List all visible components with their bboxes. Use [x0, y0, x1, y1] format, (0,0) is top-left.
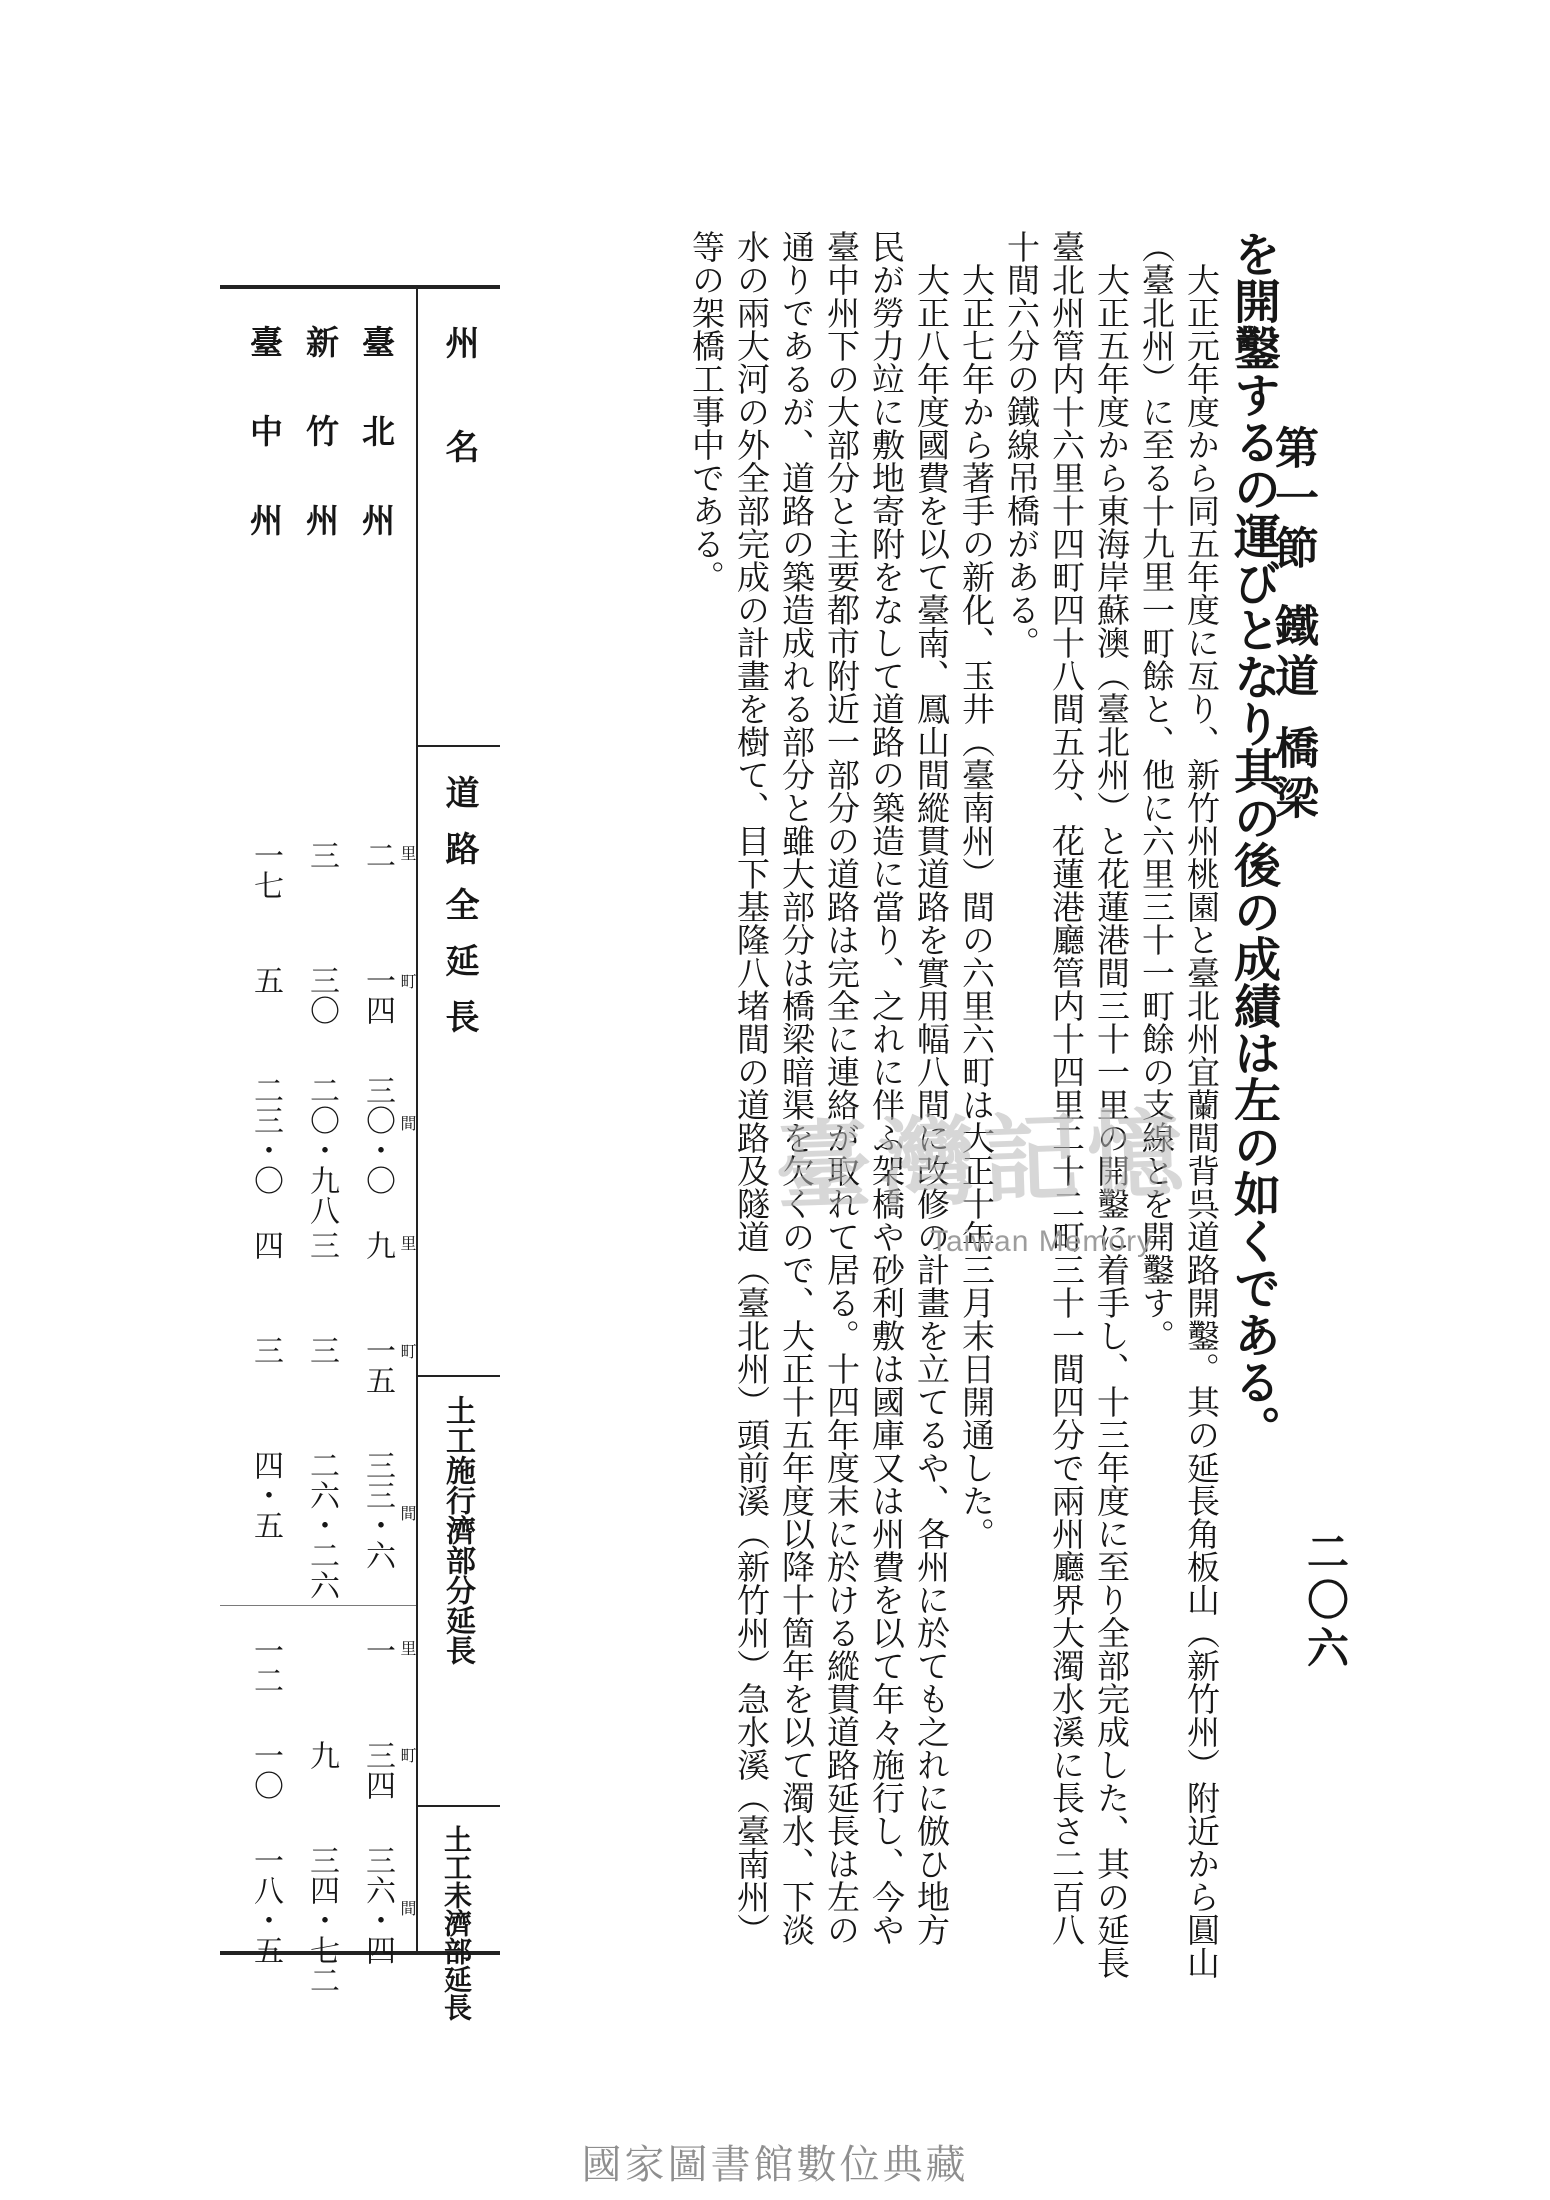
watermark-logo: 臺灣記憶: [773, 1096, 1194, 1225]
table-cell: 一八・五: [248, 1845, 283, 1965]
table-cell: 三四: [360, 1740, 395, 1800]
paragraph-line: 十間六分の鐵線吊橋がある。: [1002, 230, 1041, 659]
page-number: 二〇六: [1301, 1530, 1350, 1674]
paragraph-line: 等の架橋工事中である。: [687, 230, 726, 593]
paragraph-line: 大正八年度國費を以て臺南、鳳山間縱貫道路を實用幅八間に改修の計畫を立てるや、各州に於ても之れに倣ひ地方: [912, 263, 951, 1946]
table-cell: 二〇・九八: [304, 1075, 339, 1225]
header-undone: 土工未濟部延長: [440, 1825, 473, 2021]
table-cell: 二三・〇: [248, 1075, 283, 1195]
table-cell: 一七: [248, 840, 283, 900]
paragraph-line: （臺北州）に至る十九里一町餘と、他に六里三十一町餘の支線とを開鑿す。: [1137, 230, 1176, 1352]
table-cell: 九: [304, 1740, 339, 1770]
header-done: 土工施行濟部分延長: [440, 1395, 475, 1665]
table-cell: 一五: [360, 1335, 395, 1395]
table-cell: 一四: [360, 965, 395, 1025]
table-cell: 二: [360, 840, 395, 870]
table-cell: 三六・四: [360, 1845, 395, 1965]
state-taipei: 臺北州: [357, 325, 396, 592]
header-state: 州名: [439, 325, 479, 533]
unit-ri: 里: [398, 1235, 417, 1251]
table-cell: 一: [360, 1635, 395, 1665]
subject-label: 橋梁: [1267, 725, 1318, 825]
row-rule: [416, 745, 500, 747]
table-cell: 三: [304, 840, 339, 870]
row-rule: [220, 1605, 416, 1606]
table-cell: 五: [248, 965, 283, 995]
state-hsinchu: 新竹州: [301, 325, 340, 592]
section-label: 第一節: [1267, 425, 1318, 575]
table-cell: 三四・七二: [304, 1845, 339, 1995]
table-top-rule: [220, 285, 500, 289]
table-cell: 四: [248, 1230, 283, 1260]
unit-ken: 間: [398, 1505, 417, 1521]
paragraph-line: 水の兩大河の外全部完成の計畫を樹て、目下基隆八堵間の道路及隧道（臺北州）頭前溪（新竹州）急水溪（臺南州）: [732, 230, 771, 1946]
header-total: 道路全延長: [439, 775, 479, 1055]
table-cell: 一〇: [248, 1740, 283, 1800]
unit-cho: 町: [398, 973, 417, 989]
row-rule: [416, 1805, 500, 1807]
unit-ri: 里: [398, 1640, 417, 1656]
table-cell: 三三・六: [360, 1450, 395, 1570]
table-cell: 三: [304, 1230, 339, 1260]
unit-cho: 町: [398, 1343, 417, 1359]
table-cell: 三〇・〇: [360, 1075, 395, 1195]
unit-ken: 間: [398, 1115, 417, 1131]
table-cell: 一二: [248, 1635, 283, 1695]
unit-ri: 里: [398, 845, 417, 861]
archive-footer: 國家圖書館數位典藏: [581, 2142, 969, 2188]
table-cell: 三〇: [304, 965, 339, 1025]
paragraph-line: 臺中州下の大部分と主要都市附近一部分の道路は完全に連絡が取れて居る。十四年度末に於ける縱貫道路延長は左の: [822, 230, 861, 1946]
table-cell: 二六・二六: [304, 1450, 339, 1600]
paragraph-line: 臺北州管内十六里十四町四十八間五分、花蓮港廳管内十四里二十二町三十一間四分で兩州廳界大濁水溪に長さ二百八: [1047, 230, 1086, 1946]
paragraph-line: 大正元年度から同五年度に亙り、新竹州桃園と臺北州宜蘭間背呉道路開鑿。其の延長角板山（新竹州）附近から圓山: [1182, 263, 1221, 1979]
chapter-label: 鐵道: [1267, 603, 1318, 703]
lead-sentence: を開鑿するの運びとなり其の後の成績は左の如くである。: [1226, 230, 1281, 1452]
table-cell: 九: [360, 1230, 395, 1260]
table-cell: 三: [304, 1335, 339, 1365]
watermark-subtext: Taiwan Memory: [930, 1225, 1154, 1258]
table-cell: 三: [248, 1335, 283, 1365]
row-rule: [416, 1375, 500, 1377]
unit-cho: 町: [398, 1747, 417, 1763]
road-length-table: [220, 285, 500, 2021]
paragraph-line: 大正七年から著手の新化、玉井（臺南州）間の六里六町は大正十年三月末日開通した。: [957, 263, 996, 1550]
body-text: [684, 230, 1282, 1979]
paragraph-line: 民が勞力竝に敷地寄附をなして道路の築造に當り、之れに伴ふ架橋や砂利敷は國庫又は州費を以て年々施行し、今や: [867, 230, 906, 1946]
table-cell: 四・五: [248, 1450, 283, 1540]
paragraph-line: 大正五年度から東海岸蘇澳（臺北州）と花蓮港間三十一里の開鑿に着手し、十三年度に至り全部完成した、其の延長: [1092, 263, 1131, 1979]
state-taichung: 臺中州: [245, 325, 284, 592]
paragraph-line: 通りであるが、道路の築造成れる部分と雖大部分は橋梁暗渠を欠くので、大正十五年度以降十箇年を以て濁水、下淡: [777, 230, 816, 1946]
unit-ken: 間: [398, 1900, 417, 1916]
